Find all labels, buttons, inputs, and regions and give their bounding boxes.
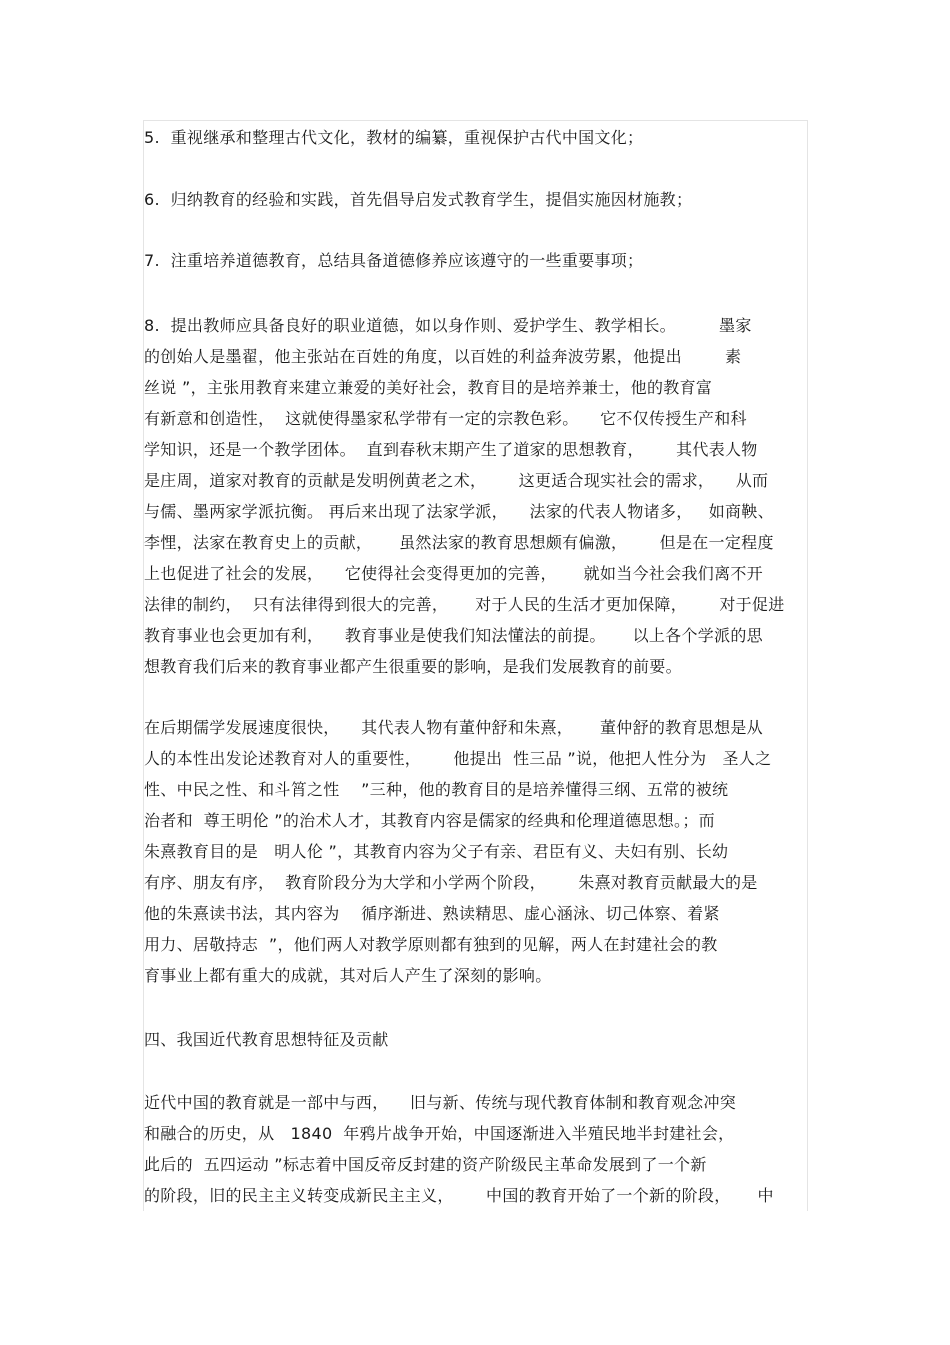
paragraph-line: 朱熹教育目的是 明人伦 ”，其教育内容为父子有亲、君臣有义、夫妇有别、长幼 xyxy=(144,842,729,861)
paragraph-line: 丝说 ”，主张用教育来建立兼爱的美好社会，教育目的是培养兼士，他的教育富 xyxy=(144,378,713,397)
paragraph-line: 近代中国的教育就是一部中与西， 旧与新、传统与现代教育体制和教育观念冲突 xyxy=(144,1093,737,1112)
paragraph-line: 李悝，法家在教育史上的贡献， 虽然法家的教育思想颇有偏激， 但是在一定程度 xyxy=(144,533,774,552)
paragraph-line: 与儒、墨两家学派抗衡。 再后来出现了法家学派， 法家的代表人物诸多， 如商鞅、 xyxy=(144,502,774,521)
paragraph-line: 上也促进了社会的发展， 它使得社会变得更加的完善， 就如当今社会我们离不开 xyxy=(144,564,763,583)
document-page xyxy=(143,120,808,1211)
paragraph-line: 学知识，还是一个教学团体。 直到春秋末期产生了道家的思想教育， 其代表人物 xyxy=(144,440,758,459)
paragraph-line: 治者和 尊王明伦 ”的治术人才，其教育内容是儒家的经典和伦理道德思想。；而 xyxy=(144,811,715,830)
paragraph-line: 法律的制约， 只有法律得到很大的完善， 对于人民的生活才更加保障， 对于促进 xyxy=(144,595,785,614)
paragraph-line: 的创始人是墨翟，他主张站在百姓的角度，以百姓的利益奔波劳累，他提出 素 xyxy=(144,347,742,366)
paragraph-line: 和融合的历史，从 1840 年鸦片战争开始，中国逐渐进入半殖民地半封建社会， xyxy=(144,1124,735,1143)
paragraph-line: 有新意和创造性， 这就使得墨家私学带有一定的宗教色彩。 它不仅传授生产和科 xyxy=(144,409,747,428)
paragraph-line: 人的本性出发论述教育对人的重要性， 他提出 性三品 ”说，他把人性分为 圣人之 xyxy=(144,749,772,768)
paragraph-line: 用力、居敬持志 ”，他们两人对教学原则都有独到的见解，两人在封建社会的教 xyxy=(144,935,718,954)
paragraph-line: 的阶段，旧的民主主义转变成新民主主义， 中国的教育开始了一个新的阶段， 中 xyxy=(144,1186,774,1205)
list-item-8: 8. 提出教师应具备良好的职业道德，如以身作则、爱护学生、教学相长。 墨家 xyxy=(144,316,752,335)
list-item-5: 5. 重视继承和整理古代文化，教材的编纂，重视保护古代中国文化； xyxy=(144,128,644,147)
paragraph-line: 此后的 五四运动 ”标志着中国反帝反封建的资产阶级民主革命发展到了一个新 xyxy=(144,1155,707,1174)
paragraph-line: 有序、朋友有序， 教育阶段分为大学和小学两个阶段， 朱熹对教育贡献最大的是 xyxy=(144,873,758,892)
paragraph-line: 育事业上都有重大的成就，其对后人产生了深刻的影响。 xyxy=(144,966,552,985)
paragraph-line: 他的朱熹读书法，其内容为 循序渐进、熟读精思、虚心涵泳、切己体察、着紧 xyxy=(144,904,720,923)
list-item-7: 7. 注重培养道德教育，总结具备道德修养应该遵守的一些重要事项； xyxy=(144,251,644,270)
paragraph-line: 在后期儒学发展速度很快， 其代表人物有董仲舒和朱熹， 董仲舒的教育思想是从 xyxy=(144,718,763,737)
paragraph-line: 性、中民之性、和斗筲之性 ”三种，他的教育目的是培养懂得三纲、五常的被统 xyxy=(144,780,729,799)
section-heading: 四、我国近代教育思想特征及贡献 xyxy=(144,1030,389,1049)
paragraph-line: 想教育我们后来的教育事业都产生很重要的影响，是我们发展教育的前要。 xyxy=(144,657,682,676)
paragraph-line: 是庄周，道家对教育的贡献是发明例黄老之术， 这更适合现实社会的需求， 从而 xyxy=(144,471,769,490)
list-item-6: 6. 归纳教育的经验和实践，首先倡导启发式教育学生，提倡实施因材施教； xyxy=(144,190,693,209)
paragraph-line: 教育事业也会更加有利， 教育事业是使我们知法懂法的前提。 以上各个学派的思 xyxy=(144,626,763,645)
